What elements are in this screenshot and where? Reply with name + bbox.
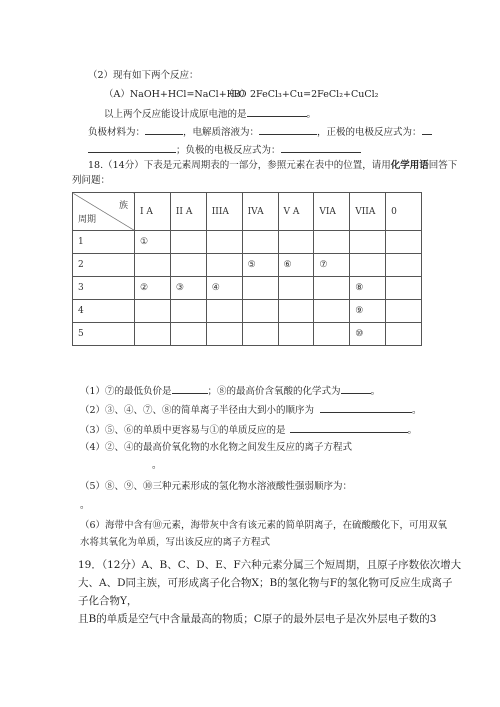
table-cell	[206, 323, 242, 346]
table-cell	[135, 323, 171, 346]
table-cell	[206, 300, 242, 323]
table-cell	[386, 323, 422, 346]
table-header-row	[73, 193, 422, 231]
table-cell	[278, 231, 314, 254]
table-row	[73, 277, 422, 300]
q18-sub5: （5）⑧、⑨、⑩三种元素形成的氢化物水溶液酸性强弱顺序为：	[80, 481, 353, 492]
table-cell	[314, 277, 350, 300]
table-cell	[314, 323, 350, 346]
full-stop: 。	[370, 386, 381, 397]
answer-blank[interactable]	[145, 124, 183, 135]
table-cell: ②	[135, 277, 171, 300]
table-cell	[170, 231, 206, 254]
group-header: II A	[170, 193, 206, 231]
table-cell	[278, 323, 314, 346]
neg-material-label: 负极材料为：	[88, 127, 146, 138]
part2-line-materials	[88, 124, 432, 139]
period-label: 3	[73, 277, 135, 300]
table-row	[73, 323, 422, 346]
q19-line2: 大、A、D同主族，可形成离子化合物X；B的氢化物与F的氢化物可反应生成离子	[78, 577, 453, 589]
part2-intro: （2）现有如下两个反应：	[88, 70, 199, 81]
answer-blank[interactable]	[422, 124, 432, 135]
table-cell	[206, 231, 242, 254]
group-header: I A	[135, 193, 171, 231]
q18-sub3	[80, 422, 417, 437]
table-cell: ⑧	[350, 277, 386, 300]
period-label: 4	[73, 300, 135, 323]
table-cell: ⑨	[350, 300, 386, 323]
table-cell	[278, 300, 314, 323]
table-cell	[314, 300, 350, 323]
sub4-end-mark: 。	[152, 460, 162, 471]
sub5-end-mark: 。	[80, 500, 90, 511]
q18-heading-tail: 回答下	[428, 160, 458, 171]
group-header: 0	[386, 193, 422, 231]
table-row	[73, 231, 422, 254]
table-cell	[170, 254, 206, 277]
sub1-text: （1）⑦的最低负价是	[80, 386, 172, 397]
neg-reaction-label: ；负极的电极反应式为：	[176, 145, 281, 156]
q18-sub6-line1: （6）海带中含有⑩元素，海带灰中含有该元素的简单阴离子，在硫酸酸化下，可用双氧	[80, 520, 448, 531]
table-cell	[350, 231, 386, 254]
q18-sub2	[80, 402, 422, 417]
table-cell: ⑥	[278, 254, 314, 277]
full-stop: 。	[412, 405, 422, 416]
table-cell	[314, 231, 350, 254]
table-cell	[135, 300, 171, 323]
table-cell	[242, 231, 278, 254]
table-cell	[242, 300, 278, 323]
table-cell	[278, 277, 314, 300]
table-row	[73, 300, 422, 323]
sub2-text: （2）③、④、⑦、⑧的简单离子半径由大到小的顺序为	[80, 405, 315, 416]
electrolyte-label: ，电解质溶液为：	[183, 127, 260, 138]
table-cell: ④	[206, 277, 242, 300]
corner-period-label: 周期	[78, 215, 97, 225]
group-header: V A	[278, 193, 314, 231]
table-cell	[386, 231, 422, 254]
period-label: 2	[73, 254, 135, 277]
table-cell	[386, 300, 422, 323]
answer-blank[interactable]	[172, 383, 208, 394]
group-header: VIA	[314, 193, 350, 231]
group-header: IIIA	[206, 193, 242, 231]
table-cell	[350, 254, 386, 277]
answer-blank[interactable]	[341, 383, 371, 394]
answer-blank[interactable]	[88, 142, 176, 153]
answer-blank[interactable]	[247, 106, 307, 117]
q18-heading	[88, 160, 457, 172]
answer-blank[interactable]	[290, 422, 408, 433]
periodic-table	[72, 192, 422, 346]
table-cell: ①	[135, 231, 171, 254]
q18-sub4: （4）②、④的最高价氧化物的水化物之间发生反应的离子方程式	[80, 442, 353, 453]
table-cell	[170, 300, 206, 323]
table-cell	[242, 323, 278, 346]
q18-sub1	[80, 383, 380, 398]
table-cell	[386, 277, 422, 300]
group-header: IVA	[242, 193, 278, 231]
answer-blank[interactable]	[259, 124, 317, 135]
q19-line1: 19．（12分）A、B、C、D、E、F六种元素分属三个短周期，且原子序数依次增大	[78, 559, 462, 571]
pos-reaction-label: ，正极的电极反应式为：	[317, 127, 422, 138]
table-cell	[386, 254, 422, 277]
table-cell: ⑤	[242, 254, 278, 277]
q19-line4: 且B的单质是空气中含量最高的物质；C原子的最外层电子是次外层电子数的3	[78, 613, 437, 625]
corner-group-label: 族	[118, 201, 128, 211]
q18-sub6-line2: 水将其氧化为单质，写出该反应的离子方程式	[80, 537, 271, 548]
q18-heading-bold: 化学用语	[390, 160, 429, 171]
part2-question-text: 以上两个反应能设计成原电池的是	[104, 109, 247, 120]
part2-line-neg	[88, 142, 361, 157]
table-cell	[170, 323, 206, 346]
q18-heading-text: 18.（14分）下表是元素周期表的一部分，参照元素在表中的位置，请用	[88, 160, 391, 171]
period-label: 5	[73, 323, 135, 346]
full-stop: 。	[407, 425, 418, 436]
sub1-mid-text: ；⑧的最高价含氧酸的化学式为	[207, 386, 341, 397]
answer-blank[interactable]	[281, 142, 361, 153]
sub3-text: （3）⑤、⑥的单质中更容易与①的单质反应的是	[80, 425, 286, 436]
table-cell	[135, 254, 171, 277]
table-corner-cell	[73, 193, 135, 231]
period-label: 1	[73, 231, 135, 254]
q18-heading-line2: 列问题：	[72, 175, 111, 186]
part2-question	[104, 106, 316, 121]
table-cell: ⑩	[350, 323, 386, 346]
q19-line3: 子化合物Y，	[78, 595, 138, 607]
full-stop: 。	[306, 109, 317, 120]
table-cell: ⑦	[314, 254, 350, 277]
table-cell: ③	[170, 277, 206, 300]
answer-blank[interactable]	[320, 402, 412, 413]
table-cell	[242, 277, 278, 300]
table-cell	[206, 254, 242, 277]
table-row	[73, 254, 422, 277]
reaction-a: （A）NaOH+HCl=NaCl+H₂O	[104, 89, 247, 100]
reaction-b: （B）2FeCl₃+Cu=2FeCl₂+CuCl₂	[224, 89, 379, 100]
group-header: VIIA	[350, 193, 386, 231]
